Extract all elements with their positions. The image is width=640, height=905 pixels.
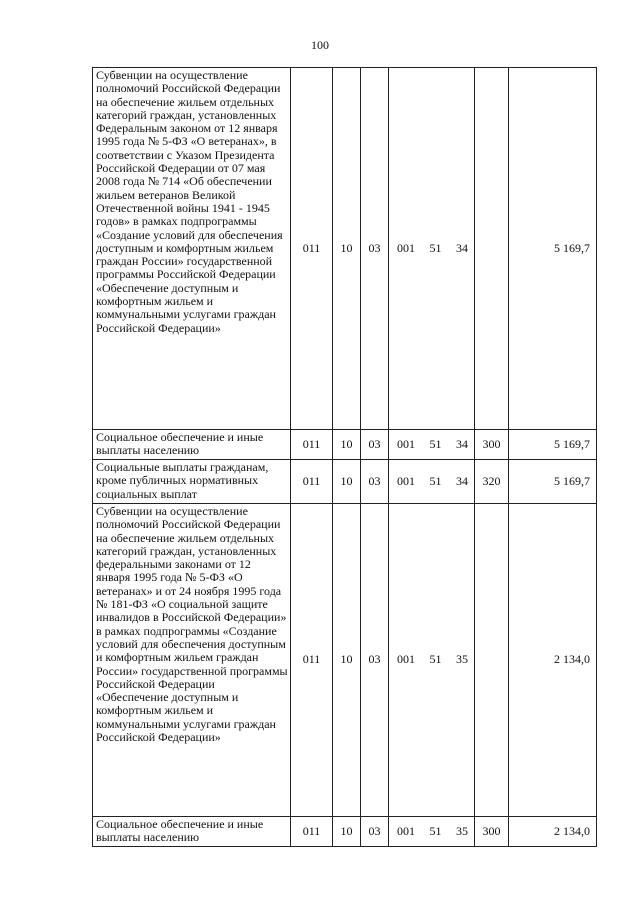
ministry-code: 011 bbox=[291, 817, 333, 847]
section-code: 10 bbox=[333, 817, 361, 847]
row-description: Социальное обеспечение и иные выплаты населению bbox=[93, 430, 291, 460]
target-article-part: 001 bbox=[397, 473, 415, 488]
target-article-part: 34 bbox=[456, 473, 468, 488]
target-article-part: 001 bbox=[397, 823, 415, 838]
target-article-code bbox=[389, 504, 475, 817]
expense-type-code bbox=[475, 504, 509, 817]
expense-type-code: 300 bbox=[475, 817, 509, 847]
target-article-part: 34 bbox=[456, 240, 468, 255]
table-row bbox=[93, 817, 597, 847]
row-description: Субвенции на осуществление полномочий Российской Федерации на обеспечение жильем отдельных категорий граждан, установленных Федеральным законом от 12 января 1995 года № 5-ФЗ «О ветеранах», в соответствии с Указом Президента Российской Федерации от 07 мая 2008 года № 714 «Об обеспечении жильем ветеранов Великой Отечественной войны 1941 - 1945 годов» в рамках подпрограммы «Создание условий для обеспечения доступным и комфортным жильем граждан России» государственной программы Российской Федерации «Обеспечение доступным и комфортным жильем и коммунальными услугами граждан Российской Федерации» bbox=[93, 68, 291, 430]
table-row bbox=[93, 504, 597, 817]
page-number: 100 bbox=[311, 38, 329, 52]
row-description: Социальные выплаты гражданам, кроме публичных нормативных социальных выплат bbox=[93, 460, 291, 504]
target-article-part: 51 bbox=[429, 240, 442, 255]
target-article-code bbox=[389, 430, 475, 460]
table-row bbox=[93, 430, 597, 460]
target-article-part: 51 bbox=[429, 473, 442, 488]
expense-type-code bbox=[475, 68, 509, 430]
amount: 5 169,7 bbox=[509, 68, 597, 430]
ministry-code: 011 bbox=[291, 504, 333, 817]
section-code: 10 bbox=[333, 68, 361, 430]
subsection-code: 03 bbox=[361, 430, 389, 460]
section-code: 10 bbox=[333, 504, 361, 817]
target-article-part: 001 bbox=[397, 652, 415, 667]
subsection-code: 03 bbox=[361, 504, 389, 817]
target-article-part: 51 bbox=[429, 436, 442, 451]
target-article-code bbox=[389, 817, 475, 847]
section-code: 10 bbox=[333, 460, 361, 504]
ministry-code: 011 bbox=[291, 430, 333, 460]
target-article-code bbox=[389, 68, 475, 430]
ministry-code: 011 bbox=[291, 460, 333, 504]
ministry-code: 011 bbox=[291, 68, 333, 430]
target-article-part: 51 bbox=[429, 652, 442, 667]
table-row bbox=[93, 68, 597, 430]
target-article-part: 001 bbox=[397, 436, 415, 451]
target-article-part: 35 bbox=[456, 652, 468, 667]
table-row bbox=[93, 460, 597, 504]
target-article-code bbox=[389, 460, 475, 504]
target-article-part: 001 bbox=[397, 240, 415, 255]
target-article-part: 34 bbox=[456, 436, 468, 451]
subsection-code: 03 bbox=[361, 68, 389, 430]
row-description: Субвенции на осуществление полномочий Российской Федерации на обеспечение жильем отдельных категорий граждан, установленных федеральными законами от 12 января 1995 года № 5-ФЗ «О ветеранах» и от 24 ноября 1995 года № 181-ФЗ «О социальной защите инвалидов в Российской Федерации» в рамках подпрограммы «Создание условий для обеспечения доступным и комфортным жильем граждан России» государственной программы Российской Федерации «Обеспечение доступным и комфортным жильем и коммунальными услугами граждан Российской Федерации» bbox=[93, 504, 291, 817]
row-description: Социальное обеспечение и иные выплаты населению bbox=[93, 817, 291, 847]
target-article-part: 35 bbox=[456, 823, 468, 838]
expense-type-code: 320 bbox=[475, 460, 509, 504]
target-article-part: 51 bbox=[429, 823, 442, 838]
expense-type-code: 300 bbox=[475, 430, 509, 460]
amount: 2 134,0 bbox=[509, 817, 597, 847]
amount: 2 134,0 bbox=[509, 504, 597, 817]
section-code: 10 bbox=[333, 430, 361, 460]
subsection-code: 03 bbox=[361, 817, 389, 847]
budget-table bbox=[92, 67, 597, 847]
subsection-code: 03 bbox=[361, 460, 389, 504]
amount: 5 169,7 bbox=[509, 430, 597, 460]
amount: 5 169,7 bbox=[509, 460, 597, 504]
